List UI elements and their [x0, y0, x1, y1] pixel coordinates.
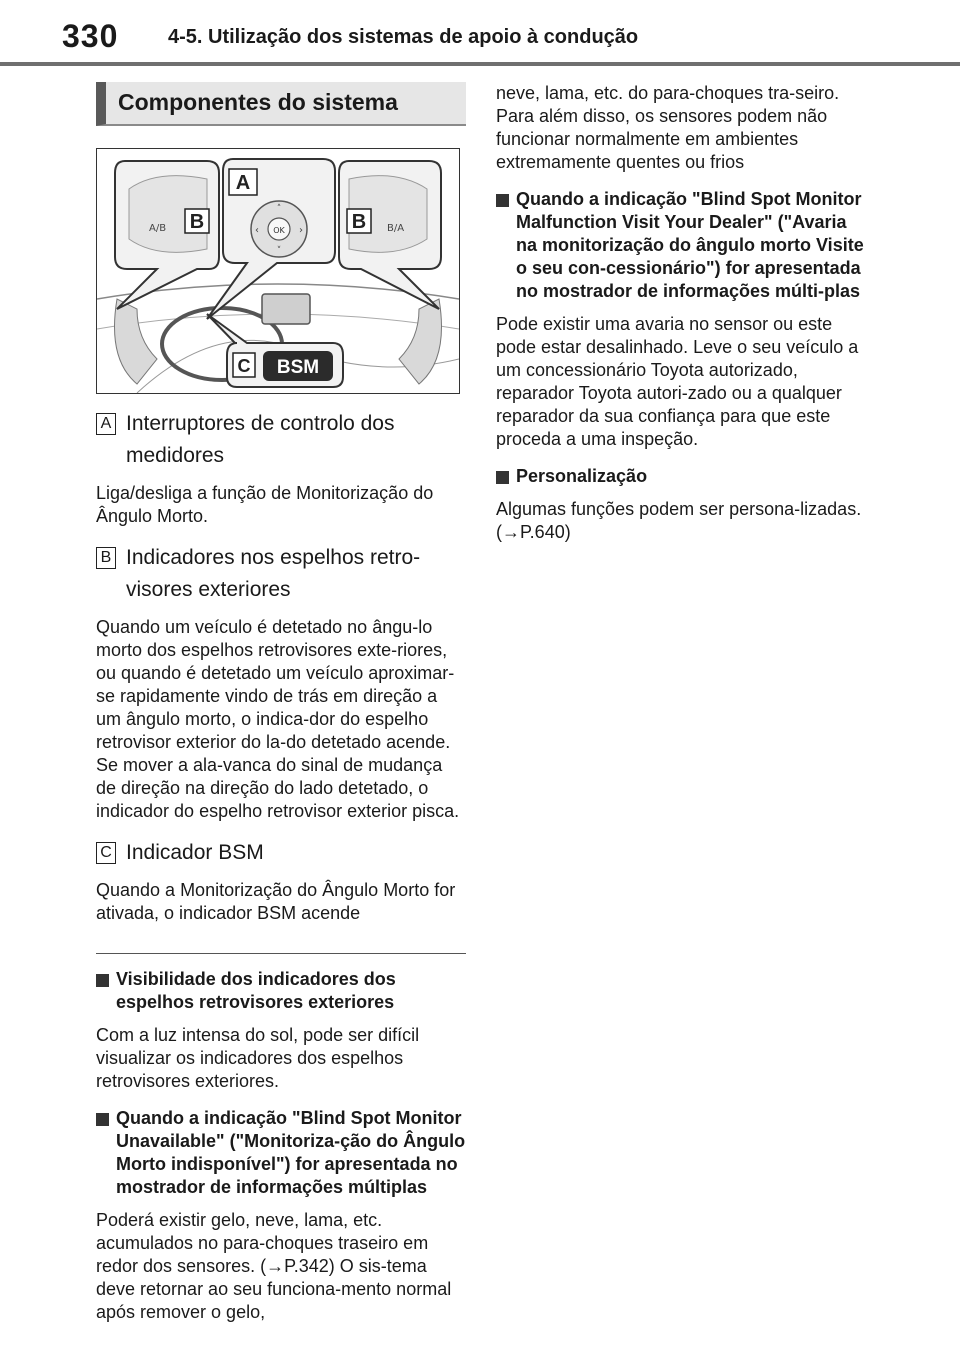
square-bullet-icon: [496, 471, 509, 484]
chevron-right-icon: ›: [299, 225, 303, 236]
note-heading-text: Visibilidade dos indicadores dos espelhos retrovisores exteriores: [116, 969, 396, 1012]
item-b-title: Indicadores nos espelhos retro-visores exteriores: [126, 546, 421, 601]
item-letter-c: C: [96, 842, 116, 864]
callout-b-right: B: [351, 211, 367, 233]
header-rule: [0, 62, 960, 66]
item-c-title: Indicador BSM: [126, 841, 264, 864]
bsm-indicator-label: BSM: [276, 357, 320, 378]
mirror-indicator-icon-right: B/A: [387, 223, 405, 234]
item-b-description: Quando um veículo é detetado no ângu-lo morto dos espelhos retrovisores exte-riores, ou quando é detetado um veículo aproximar-se rapidamente vindo de trás em direção a um ângulo morto, o indica-dor do espelho retrovisor exterior do la-do detetado acende. Se mover a ala-vanca do sinal de mudança de direção na direção do lado detetado, o indicador do espelho retrovisor exterior pisca.: [96, 617, 460, 821]
item-a-title: Interruptores de controlo dos medidores: [126, 412, 395, 467]
item-a-heading: [96, 408, 466, 472]
page-number: 330: [62, 18, 119, 54]
callout-b-left: B: [189, 211, 205, 233]
section-divider: [96, 953, 466, 954]
square-bullet-icon: [96, 1113, 109, 1126]
note-heading: [96, 968, 466, 1014]
item-letter-a: A: [96, 413, 116, 435]
item-c-heading: [96, 837, 466, 869]
note-heading: [96, 1107, 466, 1199]
dashboard-illustration: [97, 149, 459, 393]
ok-label: OK: [273, 226, 285, 235]
section-title: Componentes do sistema: [96, 82, 466, 126]
item-c-description: Quando a Monitorização do Ângulo Morto for ativada, o indicador BSM acende: [96, 880, 456, 923]
square-bullet-icon: [496, 194, 509, 207]
note-text: Algumas funções podem ser persona-lizadas. (→P.640): [496, 499, 862, 542]
note-text: Poderá existir gelo, neve, lama, etc. acumulados no para-choques traseiro em redor dos sensores. (→P.342) O sis-tema deve retornar ao seu funciona-mento normal após remover o gelo,: [96, 1210, 452, 1322]
chevron-down-icon: ˅: [276, 246, 282, 256]
chevron-left-icon: ‹: [255, 225, 259, 236]
note-heading-text: Personalização: [516, 466, 648, 486]
chapter-title: 4-5. Utilização dos sistemas de apoio à condução: [168, 26, 639, 48]
continued-text: neve, lama, etc. do para-choques tra-seiro. Para além disso, os sensores podem não funcionar normalmente em ambientes extremamente quentes ou frios: [496, 83, 840, 172]
note-heading: [496, 188, 866, 303]
square-bullet-icon: [96, 974, 109, 987]
note-heading-text: Quando a indicação "Blind Spot Monitor Malfunction Visit Your Dealer" ("Avaria na monitorização do ângulo morto Visite o seu con-cessionário") for apresentada no mostrador de informações múlti-plas: [516, 189, 864, 301]
item-b-heading: [96, 542, 466, 606]
note-text: Com a luz intensa do sol, pode ser difícil visualizar os indicadores dos espelhos retrovisores exteriores.: [96, 1025, 420, 1091]
item-a-description: Liga/desliga a função de Monitorização do Ângulo Morto.: [96, 483, 434, 526]
note-heading-text: Quando a indicação "Blind Spot Monitor Unavailable" ("Monitoriza-ção do Ângulo Morto indisponível") for apresentada no mostrador de informações múltiplas: [116, 1108, 466, 1197]
chevron-up-icon: ˄: [276, 204, 282, 214]
left-column: [96, 82, 466, 1324]
callout-c: C: [237, 356, 251, 376]
page-header: [0, 0, 960, 64]
mirror-indicator-icon-left: A/B: [149, 223, 167, 234]
right-column: [496, 82, 866, 544]
note-text: Pode existir uma avaria no sensor ou este pode estar desalinhado. Leve o seu veículo a um concessionário Toyota autorizado, reparador Toyota autori-zado ou a qualquer reparador da sua confiança para que este proceda a uma inspeção.: [496, 314, 859, 449]
note-heading: [496, 465, 866, 488]
item-letter-b: B: [96, 547, 116, 569]
system-components-figure: [96, 148, 460, 394]
callout-a: A: [235, 172, 251, 194]
